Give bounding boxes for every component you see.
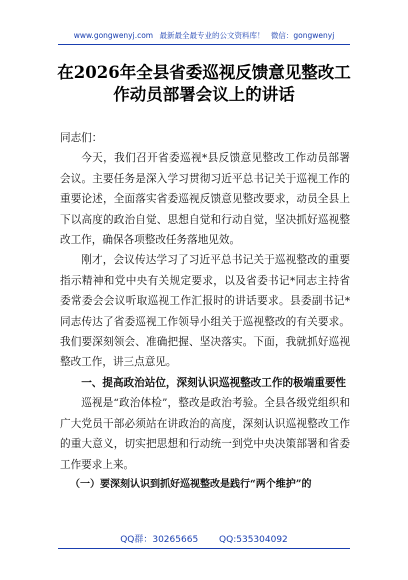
footer-qq: QQ:535304092 <box>219 535 288 545</box>
footer-divider <box>58 548 350 549</box>
section-heading: 一、提高政治站位，深刻认识巡视整改工作的极端重要性 <box>81 376 347 389</box>
title-line-2: 作动员部署会议上的讲话 <box>113 85 295 104</box>
header-slogan: 最新最全最专业的公文资料库！ <box>159 31 265 40</box>
header-wechat: 微信：gongwenyj <box>270 31 335 40</box>
subsection-heading: （一）要深刻认识到抓好巡视整改是践行“两个维护”的 <box>70 478 312 490</box>
document-title <box>40 62 368 106</box>
footer-qq-group: QQ群：30265665 <box>120 535 199 545</box>
page-footer <box>0 532 408 545</box>
header-website[interactable]: www.gongwenyj.com <box>73 31 154 40</box>
body-paragraph: 今天，我们召开省委巡视*县反馈意见整改工作动员部署会议。主要任务是深入学习贯彻习近平总书记关于巡视工作的重要论述，全面落实省委巡视反馈意见整改要求，动员全县上下以高度的政治自觉、思想自觉和行动自觉，坚决抓好巡视整改工作，确保各项整改任务落地见效。 <box>60 152 350 247</box>
title-line-1: 在2026年全县省委巡视反馈意见整改工 <box>57 63 351 82</box>
body-paragraph: 巡视是“政治体检”，整改是政治考验。全县各级党组织和广大党员干部必须站在讲政治的高度，深刻认识巡视整改工作的重大意义，切实把思想和行动统一到党中央决策部署和省委工作要求上来。 <box>60 397 350 471</box>
salutation: 同志们： <box>60 132 103 144</box>
header-divider <box>58 44 350 45</box>
page-header <box>0 30 408 41</box>
body-paragraph: 刚才，会议传达学习了习近平总书记关于巡视整改的重要指示精神和党中央有关规定要求，以及省委书记*同志主持省委常委会会议听取巡视工作汇报时的讲话要求。县委副书记*同志传达了省委巡视工作领导小组关于巡视整改的有关要求。我们要深刻领会、准确把握、坚决落实。下面，我就抓好巡视整改工作，讲三点意见。 <box>60 254 350 369</box>
document-body <box>60 128 350 495</box>
